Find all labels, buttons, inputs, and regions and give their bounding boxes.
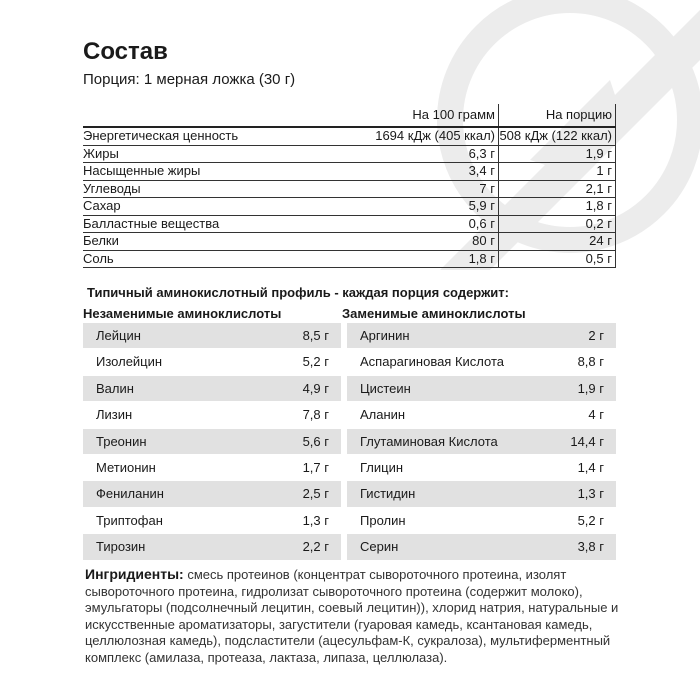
nutrient-per-serving: 508 кДж (122 ккал) xyxy=(499,128,612,143)
amino-row xyxy=(83,429,341,455)
nutrient-per-serving: 24 г xyxy=(589,233,612,248)
amino-name: Тирозин xyxy=(96,539,146,555)
amino-value: 4,9 г xyxy=(302,380,329,396)
nutrition-row xyxy=(83,198,616,216)
amino-name: Цистеин xyxy=(360,380,411,396)
amino-name: Гистидин xyxy=(360,486,416,502)
amino-name: Фениланин xyxy=(96,486,164,502)
nutrition-header xyxy=(83,104,616,128)
amino-row xyxy=(347,376,616,402)
nutrition-row xyxy=(83,163,616,181)
essential-amino-list xyxy=(83,323,341,561)
amino-value: 5,2 г xyxy=(577,512,604,528)
amino-row xyxy=(83,402,341,428)
nutrient-per-100g: 6,3 г xyxy=(468,145,495,161)
nutrition-row xyxy=(83,146,616,164)
nutrient-label: Сахар xyxy=(83,198,121,213)
amino-row xyxy=(347,429,616,455)
amino-value: 1,4 г xyxy=(577,459,604,475)
nutrient-label: Соль xyxy=(83,250,114,266)
amino-row xyxy=(347,508,616,534)
nutrition-row xyxy=(83,128,616,146)
header-per-100g: На 100 грамм xyxy=(412,107,495,122)
amino-value: 1,3 г xyxy=(577,486,604,502)
ingredients-text xyxy=(85,566,625,667)
amino-value: 2 г xyxy=(588,328,604,343)
amino-value: 5,2 г xyxy=(302,354,329,370)
amino-row xyxy=(347,349,616,375)
amino-name: Серин xyxy=(360,539,399,555)
header-per-serving: На порцию xyxy=(545,107,612,122)
nutrition-row xyxy=(83,216,616,234)
nutrient-per-100g: 1694 кДж (405 ккал) xyxy=(375,128,495,143)
nutrition-row xyxy=(83,233,616,251)
page-title: Состав xyxy=(83,38,168,65)
nutrient-label: Углеводы xyxy=(83,180,141,196)
nutrient-per-serving: 1,8 г xyxy=(585,198,612,213)
amino-row xyxy=(347,481,616,507)
amino-row xyxy=(83,323,341,349)
amino-value: 1,9 г xyxy=(577,380,604,396)
nutrient-per-100g: 7 г xyxy=(479,180,495,196)
nonessential-amino-title: Заменимые аминоклислоты xyxy=(342,306,526,321)
nutrient-per-100g: 0,6 г xyxy=(468,215,495,231)
amino-row xyxy=(83,455,341,481)
amino-row xyxy=(83,349,341,375)
essential-amino-title: Незаменимые аминоклислоты xyxy=(83,306,282,321)
amino-name: Метионин xyxy=(96,459,156,475)
nutrient-per-100g: 1,8 г xyxy=(468,250,495,266)
amino-row xyxy=(347,323,616,349)
amino-name: Изолейцин xyxy=(96,354,163,370)
amino-value: 7,8 г xyxy=(302,407,329,423)
amino-name: Треонин xyxy=(96,433,147,449)
amino-name: Лейцин xyxy=(96,328,141,343)
amino-name: Лизин xyxy=(96,407,133,423)
nutrient-label: Насыщенные жиры xyxy=(83,163,201,178)
amino-row xyxy=(347,455,616,481)
nutrition-row xyxy=(83,181,616,199)
amino-value: 2,2 г xyxy=(302,539,329,555)
amino-row xyxy=(83,481,341,507)
nutrient-per-serving: 1,9 г xyxy=(585,145,612,161)
amino-row xyxy=(83,376,341,402)
amino-value: 4 г xyxy=(588,407,604,423)
amino-name: Пролин xyxy=(360,512,406,528)
amino-name: Триптофан xyxy=(96,512,163,528)
nutrient-per-serving: 1 г xyxy=(596,163,612,178)
amino-value: 3,8 г xyxy=(577,539,604,555)
amino-row xyxy=(347,402,616,428)
nutrient-per-serving: 0,5 г xyxy=(585,250,612,266)
amino-name: Аланин xyxy=(360,407,406,423)
amino-name: Аспарагиновая Кислота xyxy=(360,354,505,370)
nutrition-row xyxy=(83,251,616,269)
amino-name: Глутаминовая Кислота xyxy=(360,433,498,449)
amino-name: Аргинин xyxy=(360,328,410,343)
portion-size: Порция: 1 мерная ложка (30 г) xyxy=(83,71,296,88)
amino-row xyxy=(83,508,341,534)
amino-value: 5,6 г xyxy=(302,433,329,449)
nutrient-label: Белки xyxy=(83,233,119,248)
ingredients-label: Ингридиенты: xyxy=(85,566,184,582)
amino-name: Валин xyxy=(96,380,134,396)
amino-value: 8,8 г xyxy=(577,354,604,370)
amino-row xyxy=(347,534,616,560)
amino-name: Глицин xyxy=(360,459,404,475)
amino-value: 1,3 г xyxy=(302,512,329,528)
nutrient-per-100g: 3,4 г xyxy=(468,163,495,178)
amino-value: 1,7 г xyxy=(302,459,329,475)
nutrient-per-100g: 5,9 г xyxy=(468,198,495,213)
nutrient-per-serving: 0,2 г xyxy=(585,215,612,231)
nutrient-label: Балластные вещества xyxy=(83,215,220,231)
ingredients-body: смесь протеинов (концентрат сывороточного протеина, изолят сывороточного протеина, гидролизат сывороточного протеина (содержит молоко), эмульгаторы (подсолнечный лецитин, соевый лецитин)), хлорид натрия, натуральные и искусственные ароматизаторы, загустители (гуаровая камедь, ксантановая камедь, целлюлозная камедь), подсластители (ацесульфам-К, сукралоза), мультиферментный комплекс (амилаза, протеаза, лактаза, липаза, целлюлаза). xyxy=(85,567,619,665)
nutrient-per-100g: 80 г xyxy=(472,233,495,248)
amino-value: 8,5 г xyxy=(302,328,329,343)
amino-value: 14,4 г xyxy=(570,433,604,449)
amino-row xyxy=(83,534,341,560)
amino-profile-title: Типичный аминокислотный профиль - каждая порция содержит: xyxy=(87,285,509,300)
nonessential-amino-list xyxy=(347,323,616,561)
nutrient-label: Энергетическая ценность xyxy=(83,128,239,143)
nutrient-per-serving: 2,1 г xyxy=(585,180,612,196)
nutrient-label: Жиры xyxy=(83,145,119,161)
amino-value: 2,5 г xyxy=(302,486,329,502)
nutrition-table xyxy=(83,104,616,268)
